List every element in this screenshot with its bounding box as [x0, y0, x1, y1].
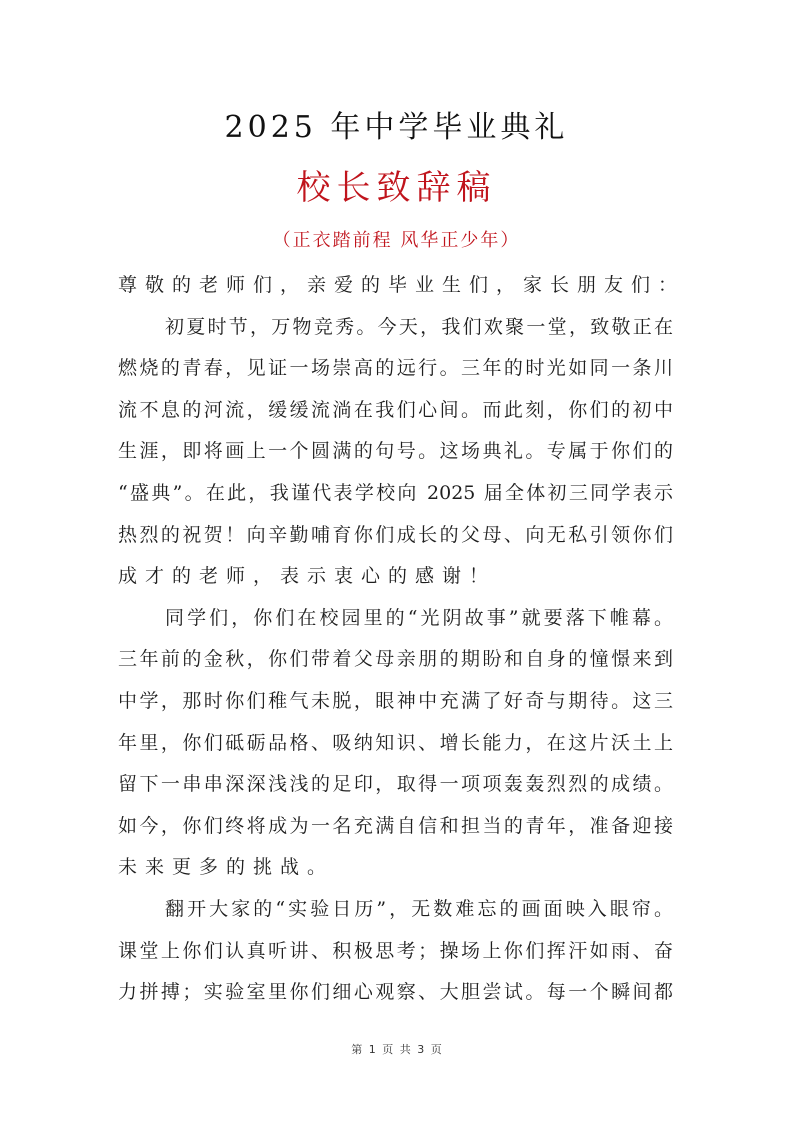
text-line: 初夏时节，万物竞秀。今天，我们欢聚一堂，致敬正在	[165, 315, 673, 338]
text-line: 如今，你们终将成为一名充满自信和担当的青年，准备迎接	[118, 814, 673, 837]
text-line: 三年前的金秋，你们带着父母亲朋的期盼和自身的憧憬来到	[118, 648, 673, 671]
text-line: “盛典”。在此，我谨代表学校向 2025 届全体初三同学表示	[118, 481, 673, 504]
text-line: 同学们，你们在校园里的“光阴故事”就要落下帷幕。	[165, 606, 673, 629]
speech-body	[118, 268, 686, 1017]
text-line: 年里，你们砥砺品格、吸纳知识、增长能力，在这片沃土上	[118, 731, 673, 754]
text-line: 力拼搏；实验室里你们细心观察、大胆尝试。每一个瞬间都	[118, 981, 673, 1004]
text-line: 流不息的河流，缓缓流淌在我们心间。而此刻，你们的初中	[118, 398, 673, 421]
text-line: 中学，那时你们稚气未脱，眼神中充满了好奇与期待。这三	[118, 689, 673, 712]
document-title: 2025 年中学毕业典礼	[224, 110, 569, 145]
text-line: 燃烧的青春，见证一场崇高的远行。三年的时光如同一条川	[118, 357, 673, 380]
document-motto: （正衣踏前程 风华正少年）	[272, 230, 521, 251]
text-line: 热烈的祝贺！向辛勤哺育你们成长的父母、向无私引领你们	[118, 523, 673, 546]
text-line: 留下一串串深深浅浅的足印，取得一项项轰轰烈烈的成绩。	[118, 773, 673, 796]
text-line: 课堂上你们认真听讲、积极思考；操场上你们挥汗如雨、奋	[118, 939, 673, 962]
text-line: 尊敬的老师们，亲爱的毕业生们，家长朋友们：	[118, 274, 686, 296]
text-line: 生涯，即将画上一个圆满的句号。这场典礼。专属于你们的	[118, 440, 673, 463]
document-subtitle: 校长致辞稿	[296, 168, 497, 208]
page-indicator: 第 1 页 共 3 页	[351, 1043, 442, 1056]
text-line: 翻开大家的“实验日历”，无数难忘的画面映入眼帘。	[165, 897, 673, 920]
text-line: 成才的老师，表示衷心的感谢！	[118, 565, 497, 588]
text-line: 未来更多的挑战。	[118, 856, 335, 879]
